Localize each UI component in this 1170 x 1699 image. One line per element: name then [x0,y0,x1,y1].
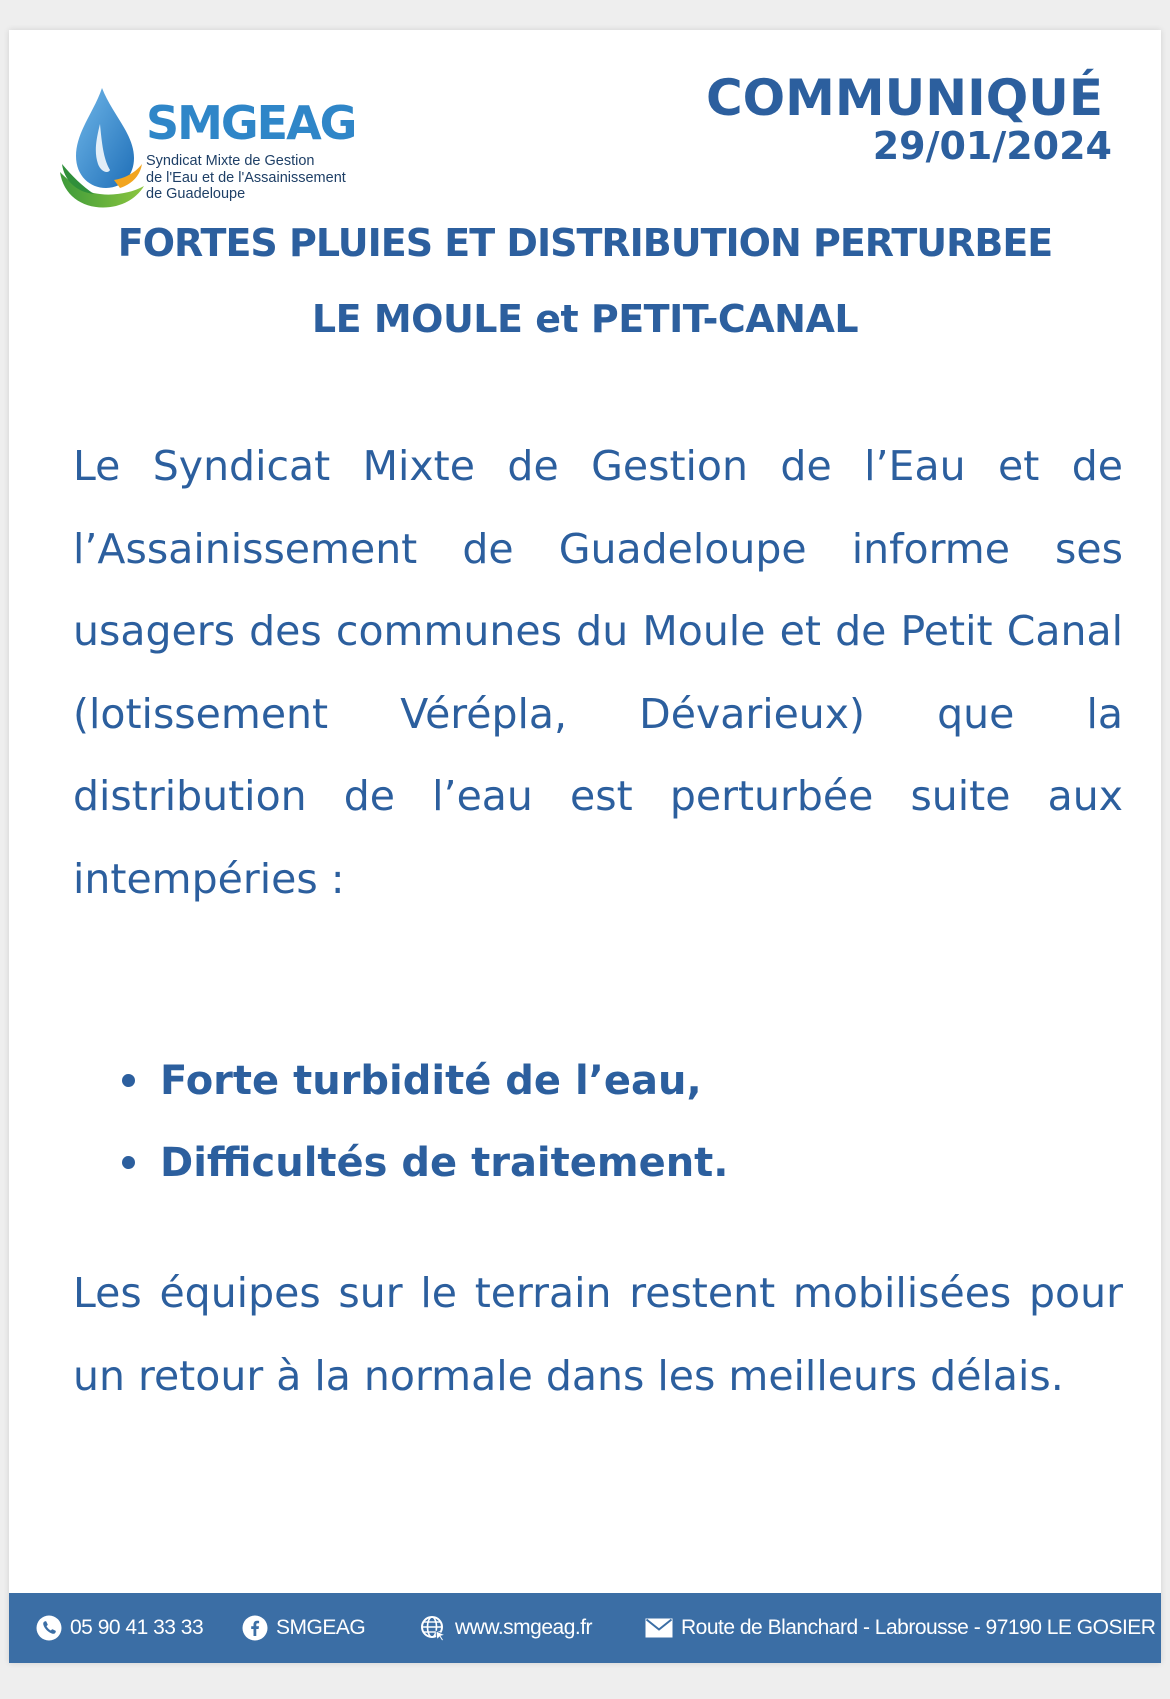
smgeag-logo [54,60,374,210]
title-line-2: LE MOULE et PETIT-CANAL [311,297,859,341]
footer-phone-text: 05 90 41 33 33 [70,1616,204,1639]
body-paragraph-2: Les équipes sur le terrain restent mobilisées pour un retour à la normale dans les meilleurs délais. [73,1269,1123,1400]
bullet-list [114,1040,729,1204]
list-item [114,1122,729,1204]
bullet-text: Difficultés de traitement. [160,1140,729,1186]
logo-subtitle-line: de Guadeloupe [146,186,246,202]
footer-bar [9,1593,1161,1663]
phone-icon [36,1615,62,1641]
bullet-icon [122,1156,135,1169]
footer-website-text: www.smgeag.fr [455,1616,593,1639]
title-line-1: FORTES PLUIES ET DISTRIBUTION PERTURBEE [117,221,1053,265]
footer-phone[interactable] [36,1593,203,1663]
communique-date: 29/01/2024 [872,124,1112,168]
mail-icon [645,1618,673,1638]
logo-subtitle-line: Syndicat Mixte de Gestion [146,153,315,169]
bullet-text: Forte turbidité de l’eau, [160,1058,702,1104]
communique-page [9,30,1161,1663]
footer-facebook[interactable] [242,1593,365,1663]
facebook-icon [242,1615,268,1641]
communique-heading: COMMUNIQUÉ [705,69,1103,127]
logo-subtitle [146,153,386,203]
footer-website[interactable] [419,1593,592,1663]
footer-address-text: Route de Blanchard - Labrousse - 97190 LE GOSIER [681,1616,1156,1639]
bullet-icon [122,1074,135,1087]
logo-subtitle-line: de l'Eau et de l'Assainissement [146,169,346,186]
water-drop-logo-icon [54,60,144,210]
logo-name: SMGEAG [146,96,356,150]
footer-address [645,1593,1155,1663]
body-paragraph-1: Le Syndicat Mixte de Gestion de l’Eau et de l’Assainissement de Guadeloupe informe ses usagers des communes du Moule et de Petit Canal (lotissement Vérépla, Dévarieux) que la distribution de l’eau est perturbée suite aux intempéries : [73,442,1123,903]
list-item [114,1040,729,1122]
footer-facebook-text: SMGEAG [276,1616,366,1639]
globe-icon [419,1614,447,1642]
